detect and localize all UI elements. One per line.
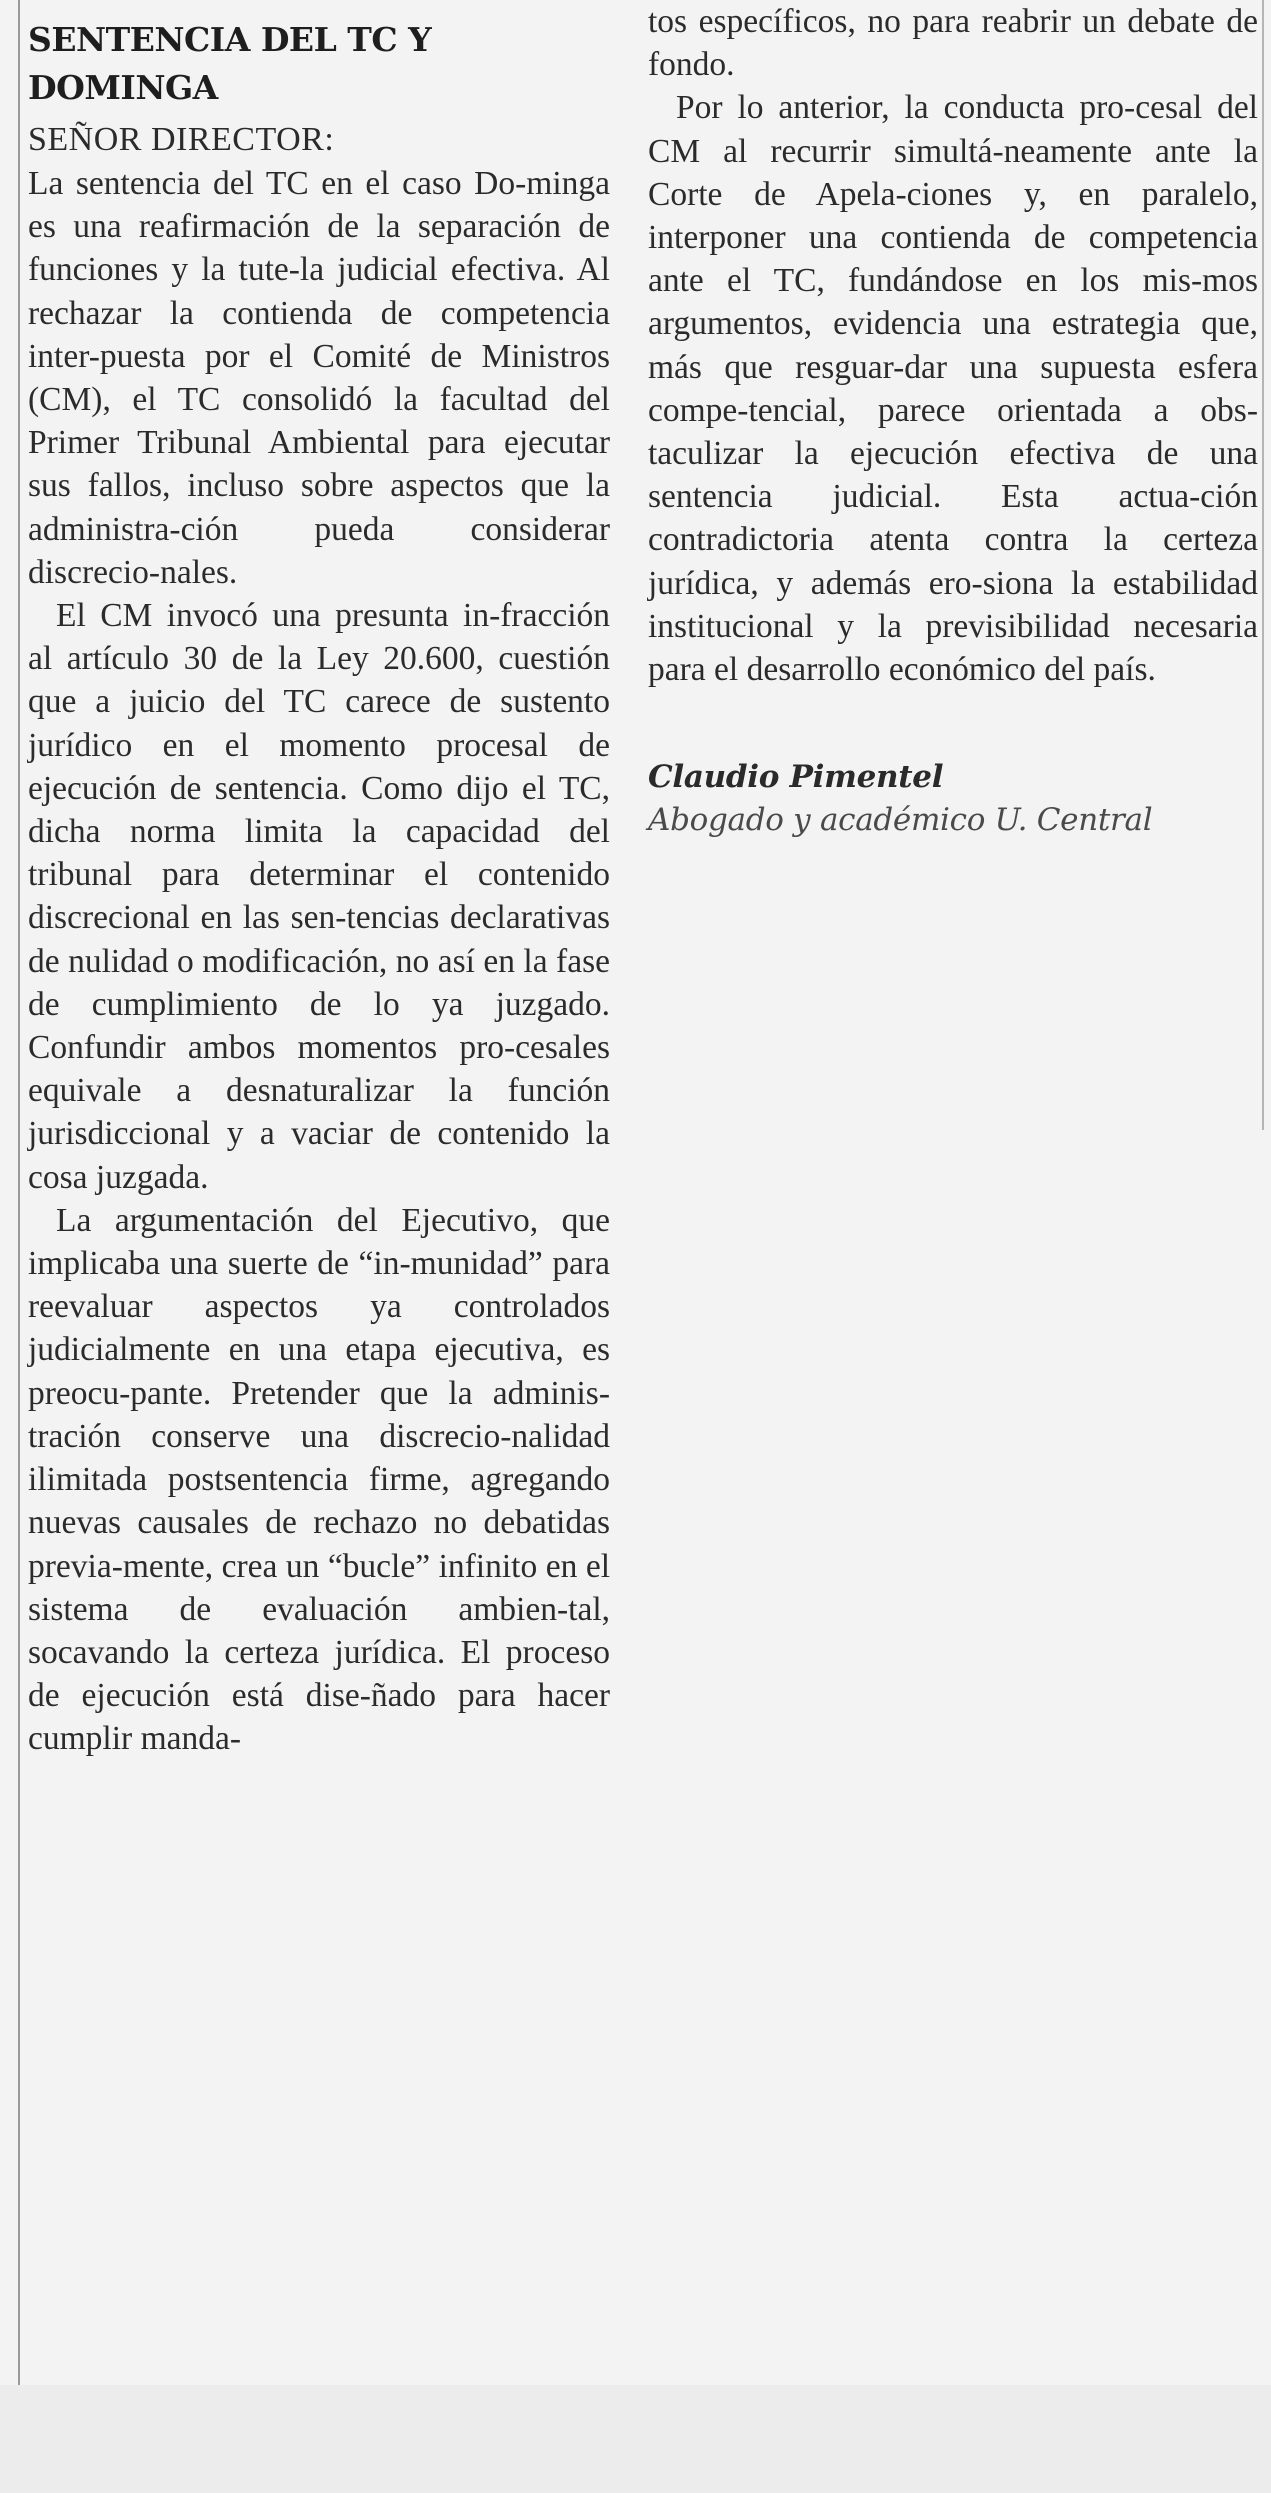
article-headline — [28, 16, 610, 112]
author-role: Abogado y académico U. Central — [648, 802, 1153, 839]
column-rule-right — [1262, 0, 1264, 1130]
body-paragraph-3-continued: tos específicos, no para reabrir un debate de fondo. — [648, 3, 1258, 84]
article-column-right — [648, 0, 1258, 841]
headline-line-1: SENTENCIA DEL TC Y — [28, 20, 432, 59]
body-paragraph-2: El CM invocó una presunta in-fracción al artículo 30 de la Ley 20.600, cuestión que a juicio del TC carece de sustento jurídico en el momento procesal de ejecución de sentencia. Como dijo el TC, dicha norma limita la capacidad del tribunal para determinar el contenido discrecional en las sen-tencias declarativas de nulidad o modificación, no así en la fase de cumplimiento de lo ya juzgado. Confundir ambos momentos pro-cesales equivale a desnaturalizar la función jurisdiccional y a vaciar de contenido la cosa juzgada. — [28, 597, 610, 1196]
author-signature — [648, 755, 1258, 841]
column-rule-left — [18, 0, 20, 2400]
headline-line-2: DOMINGA — [28, 68, 218, 107]
body-paragraph-4: Por lo anterior, la conducta pro-cesal del CM al recurrir simultá-neamente ante la Corte de Apela-ciones y, en paralelo, interponer una contienda de competencia ante el TC, fundándose en los mis-mos argumentos, evidencia una estrategia que, más que resguar-dar una supuesta esfera compe-tencial, parece orientada a obs-taculizar la ejecución efectiva de una sentencia judicial. Esta actua-ción contradictoria atenta contra la certeza jurídica, y además ero-siona la estabilidad institucional y la previsibilidad necesaria para el desarrollo económico del país. — [648, 89, 1258, 689]
body-paragraph-1: La sentencia del TC en el caso Do-minga es una reafirmación de la separación de funciones y la tute-la judicial efectiva. Al rechazar la contienda de competencia inter-puesta por el Comité de Ministros (CM), el TC consolidó la facultad del Primer Tribunal Ambiental para ejecutar sus fallos, incluso sobre aspectos que la administra-ción pueda considerar discrecio-nales. — [28, 165, 610, 591]
letter-salutation: SEÑOR DIRECTOR: — [28, 121, 335, 158]
author-name: Claudio Pimentel — [648, 759, 944, 796]
body-paragraph-3: La argumentación del Ejecutivo, que implicaba una suerte de “in-munidad” para reevaluar aspectos ya controlados judicialmente en una etapa ejecutiva, es preocu-pante. Pretender que la adminis-tración conserve una discrecio-nalidad ilimitada postsentencia firme, agregando nuevas causales de rechazo no debatidas previa-mente, crea un “bucle” infinito en el sistema de evaluación ambien-tal, socavando la certeza jurídica. El proceso de ejecución está dise-ñado para hacer cumplir manda- — [28, 1201, 610, 1758]
page-bottom-margin — [0, 2385, 1271, 2493]
article-column-left — [28, 16, 610, 1761]
